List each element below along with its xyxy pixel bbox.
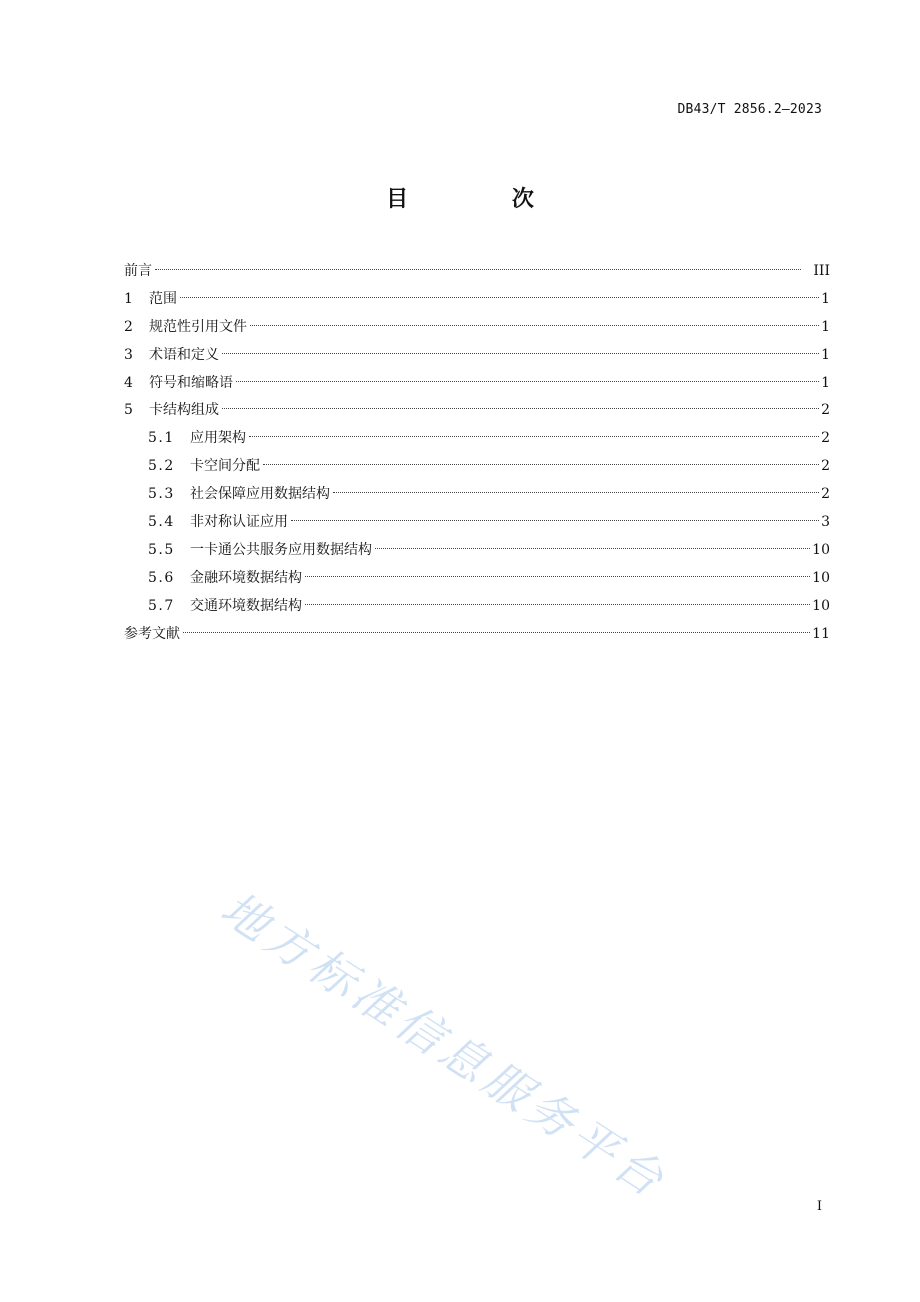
toc-entry-page: 1: [821, 374, 830, 391]
toc-leader-dots: [333, 492, 819, 493]
toc-entry-label: 金融环境数据结构: [190, 569, 302, 586]
toc-entry-number: 1: [124, 290, 133, 307]
toc-entry-label: 参考文献: [124, 625, 180, 642]
toc-leader-dots: [291, 520, 819, 521]
toc-leader-dots: [250, 325, 819, 326]
toc-entry-terms-definitions[interactable]: [124, 344, 830, 372]
toc-leader-dots: [222, 408, 819, 409]
toc-entry-page: III: [813, 263, 830, 279]
toc-entry-page: 2: [821, 458, 830, 475]
toc-entry-card-structure[interactable]: [124, 399, 830, 427]
toc-entry-page: 2: [821, 486, 830, 503]
toc-entry-page: 2: [821, 402, 830, 419]
table-of-contents: [124, 260, 830, 650]
toc-entry-page: 3: [821, 514, 830, 531]
toc-entry-label: 符号和缩略语: [149, 374, 233, 391]
toc-entry-scope[interactable]: [124, 288, 830, 316]
toc-entry-number: 5.2: [148, 458, 175, 475]
toc-entry-number: 5.7: [148, 597, 175, 614]
toc-leader-dots: [236, 381, 819, 382]
page-number: I: [816, 1199, 822, 1214]
toc-entry-page: 2: [821, 430, 830, 447]
toc-entry-label: 卡空间分配: [190, 458, 260, 475]
toc-entry-number: 5.4: [148, 514, 175, 531]
toc-entry-number: 3: [124, 346, 133, 363]
toc-entry-foreword[interactable]: [124, 260, 830, 288]
toc-entry-transport-environment-data[interactable]: [124, 595, 830, 623]
toc-leader-dots: [375, 548, 810, 549]
toc-entry-label: 交通环境数据结构: [190, 597, 302, 614]
toc-entry-number: 5.3: [148, 486, 175, 503]
toc-leader-dots: [183, 632, 810, 633]
toc-entry-public-service-data[interactable]: [124, 539, 830, 567]
toc-entry-page: 10: [812, 541, 830, 558]
toc-entry-label: 社会保障应用数据结构: [190, 486, 330, 503]
toc-entry-application-architecture[interactable]: [124, 427, 830, 455]
toc-entry-number: 2: [124, 318, 133, 335]
toc-entry-number: 5: [124, 402, 133, 419]
toc-entry-page: 1: [821, 318, 830, 335]
toc-leader-dots: [263, 464, 819, 465]
toc-entry-symbols-abbreviations[interactable]: [124, 372, 830, 400]
toc-leader-dots: [305, 576, 810, 577]
toc-entry-label: 一卡通公共服务应用数据结构: [190, 541, 372, 558]
toc-entry-asymmetric-authentication[interactable]: [124, 511, 830, 539]
toc-entry-label: 术语和定义: [149, 346, 219, 363]
toc-leader-dots: [305, 604, 810, 605]
toc-entry-number: 5.6: [148, 569, 175, 586]
toc-entry-number: 5.1: [148, 430, 175, 447]
toc-entry-card-space-allocation[interactable]: [124, 455, 830, 483]
toc-entry-label: 应用架构: [190, 430, 246, 447]
toc-entry-financial-environment-data[interactable]: [124, 567, 830, 595]
toc-entry-page: 10: [812, 597, 830, 614]
toc-entry-normative-references[interactable]: [124, 316, 830, 344]
toc-entry-page: 1: [821, 346, 830, 363]
toc-entry-label: 范围: [149, 290, 177, 307]
toc-entry-page: 1: [821, 290, 830, 307]
toc-leader-dots: [155, 269, 801, 270]
watermark: 地方标准信息服务平台: [211, 880, 678, 1210]
toc-title: 目 次: [386, 187, 582, 212]
toc-entry-label: 卡结构组成: [149, 402, 219, 419]
document-code: DB43/T 2856.2—2023: [677, 102, 822, 117]
toc-entry-label: 非对称认证应用: [190, 514, 288, 531]
toc-entry-page: 10: [812, 569, 830, 586]
toc-entry-label: 规范性引用文件: [149, 318, 247, 335]
toc-entry-number: 5.5: [148, 541, 175, 558]
toc-leader-dots: [222, 353, 819, 354]
toc-entry-page: 11: [812, 625, 830, 642]
toc-entry-number: 4: [124, 374, 133, 391]
toc-leader-dots: [180, 297, 819, 298]
toc-leader-dots: [249, 436, 819, 437]
toc-entry-social-security-data[interactable]: [124, 483, 830, 511]
toc-entry-label: 前言: [124, 263, 152, 279]
toc-entry-bibliography[interactable]: [124, 623, 830, 651]
